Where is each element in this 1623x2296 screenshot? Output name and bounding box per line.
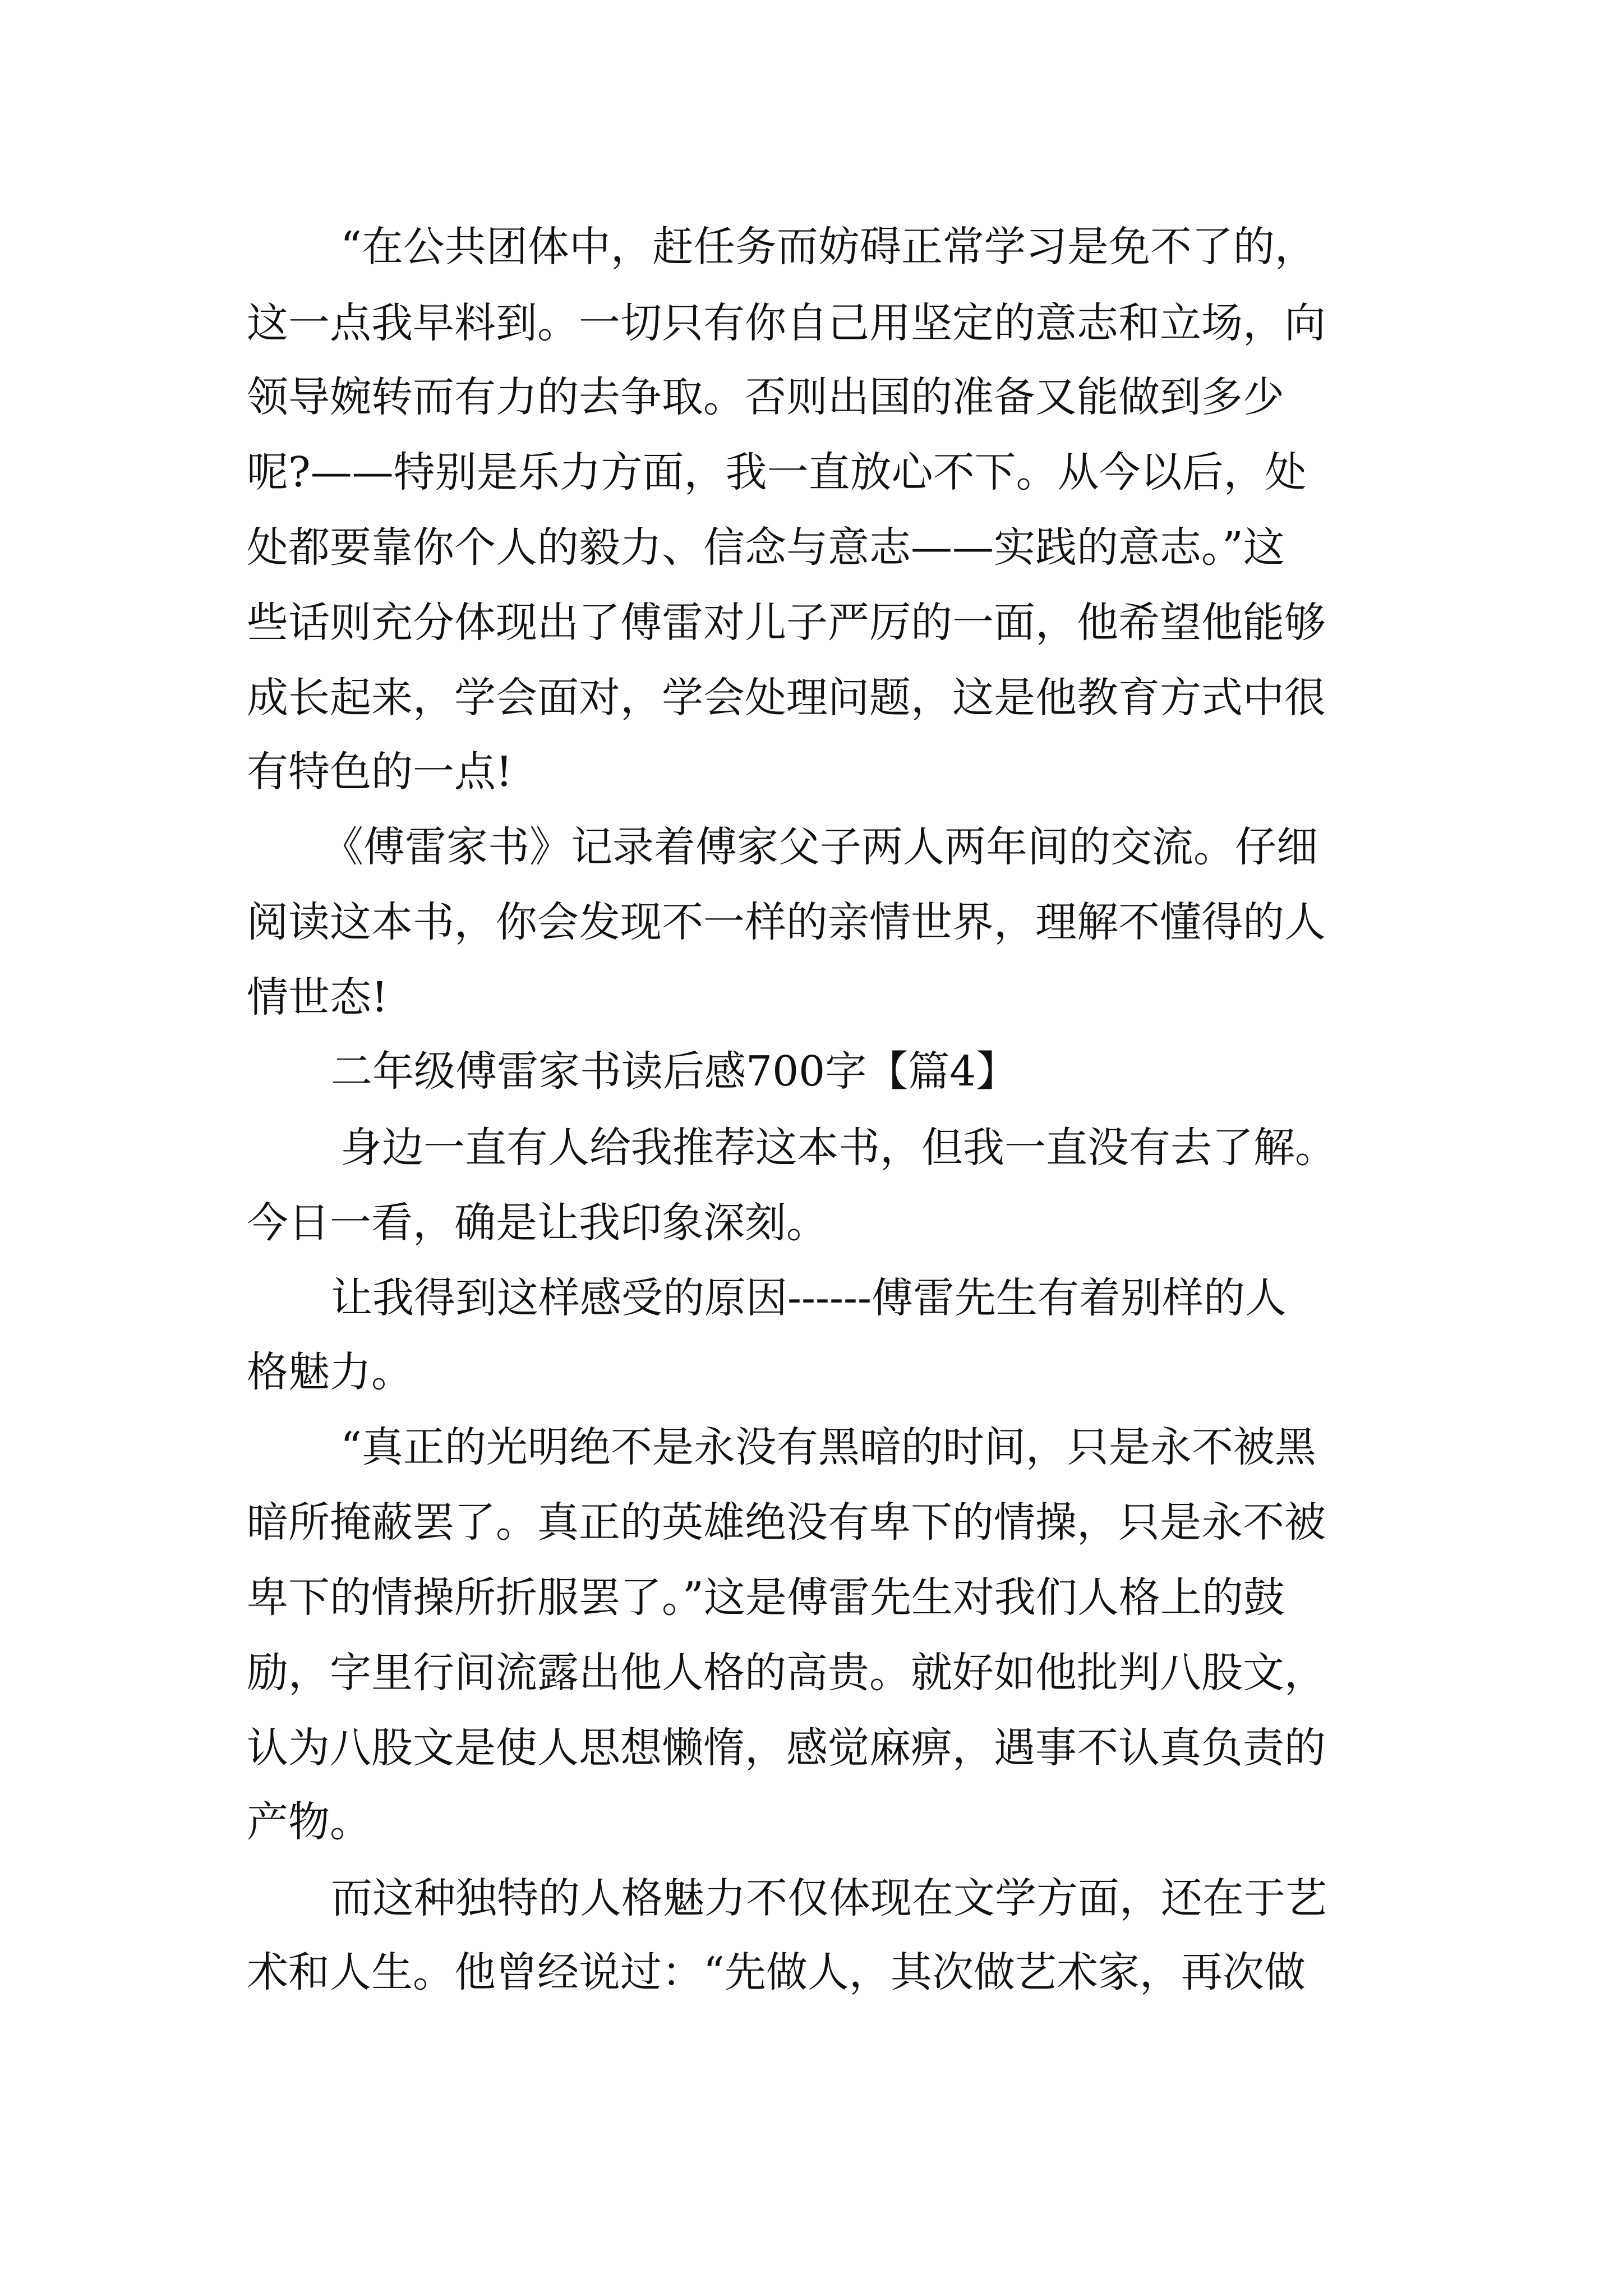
paragraph-line: 格魅力。 xyxy=(247,1348,413,1396)
paragraph-line: 成长起来，学会面对，学会处理问题，这是他教育方式中很 xyxy=(247,674,1326,722)
section-heading: 二年级傅雷家书读后感700字【篇4】 xyxy=(331,1047,1018,1096)
paragraph-line: 领导婉转而有力的去争取。否则出国的准备又能做到多少 xyxy=(247,373,1284,421)
paragraph-line: 些话则充分体现出了傅雷对儿子严厉的一面，他希望他能够 xyxy=(247,599,1326,647)
paragraph-line: 暗所掩蔽罢了。真正的英雄绝没有卑下的情操，只是永不被 xyxy=(247,1498,1326,1547)
paragraph-line: 今日一看，确是让我印象深刻。 xyxy=(247,1199,828,1247)
paragraph-line: 而这种独特的人格魅力不仅体现在文学方面，还在于艺 xyxy=(331,1874,1327,1922)
paragraph-line: 情世态! xyxy=(247,973,388,1022)
paragraph-line: 让我得到这样感受的原因------傅雷先生有着别样的人 xyxy=(331,1274,1287,1322)
paragraph-line: 有特色的一点! xyxy=(247,748,513,796)
paragraph-line: 认为八股文是使人思想懒惰，感觉麻痹，遇事不认真负责的 xyxy=(247,1724,1326,1772)
paragraph-line: 身边一直有人给我推荐这本书，但我一直没有去了解。 xyxy=(340,1124,1336,1172)
paragraph-line: 励，字里行间流露出他人格的高贵。就好如他批判八股文， xyxy=(247,1649,1326,1697)
paragraph-line: 卑下的情操所折服罢了。”这是傅雷先生对我们人格上的鼓 xyxy=(247,1573,1285,1622)
paragraph-line: 术和人生。他曾经说过：“先做人，其次做艺术家，再次做 xyxy=(247,1948,1306,1996)
paragraph-line: 呢?——特别是乐力方面，我一直放心不下。从今以后，处 xyxy=(247,448,1307,496)
paragraph-line: 处都要靠你个人的毅力、信念与意志——实践的意志。”这 xyxy=(247,523,1285,572)
paragraph-line: “真正的光明绝不是永没有黑暗的时间，只是永不被黑 xyxy=(340,1423,1316,1471)
paragraph-line: 《傅雷家书》记录着傅家父子两人两年间的交流。仔细 xyxy=(322,823,1318,871)
paragraph-line: “在公共团体中，赶任务而妨碍正常学习是免不了的， xyxy=(340,223,1316,271)
paragraph-line: 产物。 xyxy=(247,1798,371,1846)
paragraph-line: 阅读这本书，你会发现不一样的亲情世界，理解不懂得的人 xyxy=(247,898,1326,946)
paragraph-line: 这一点我早料到。一切只有你自己用坚定的意志和立场，向 xyxy=(247,299,1326,347)
